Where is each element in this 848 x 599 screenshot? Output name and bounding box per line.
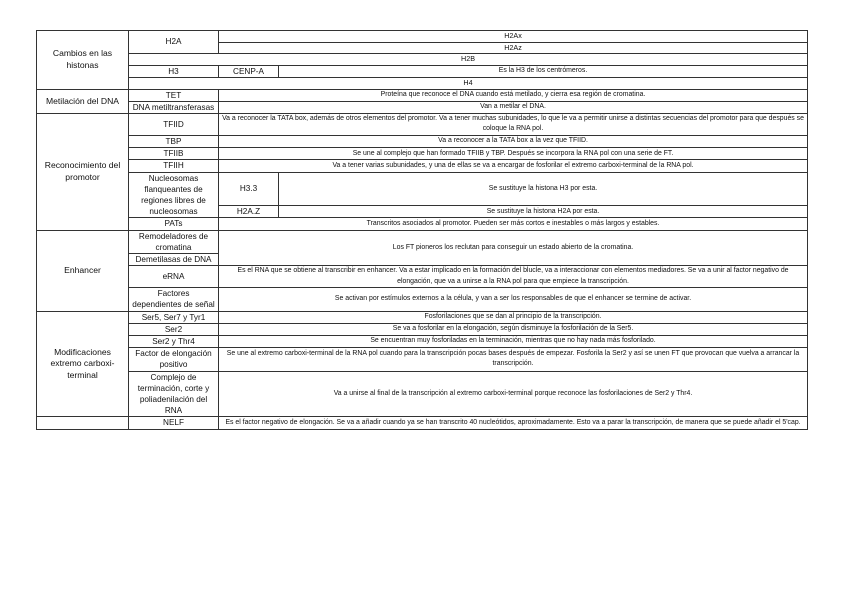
cell-h2az-desc: Se sustituye la histona H2A por esta. <box>279 206 808 218</box>
cell-factor-elongacion-desc: Se une al extremo carboxi-terminal de la RNA pol cuando para la transcripción pocas bases después de empezar. Fosforila la Ser2 y así se unen FT que provocan que vuelva a arrancar la transcripción. <box>219 348 808 371</box>
cell-erna-desc: Es el RNA que se obtiene al transcribir en enhancer. Va a estar implicado en la formación del blucle, va a interaccionar con elementos mediadores. Se va a unir al factor negativo de elongación, que va a unirse a la RNA pol para que empiece la transcripción. <box>219 266 808 288</box>
cell-ser5-desc: Fosforilaciones que se dan al principio de la transcripción. <box>219 311 808 323</box>
section-empty <box>37 417 129 429</box>
row-h2a: H2A <box>129 31 219 54</box>
table-row <box>37 371 808 417</box>
cell-tbp-desc: Va a reconocer a la TATA box a la vez que TFIID. <box>219 135 808 147</box>
row-demetilasas: Demetilasas de DNA <box>129 254 219 266</box>
cell-cenpa-desc: Es la H3 de los centrómeros. <box>279 65 808 77</box>
row-nucleosomas: Nucleosomas flanqueantes de regiones libres de nucleosomas <box>129 172 219 218</box>
table-row <box>37 323 808 335</box>
cell-pioneros-desc: Los FT pioneros los reclutan para conseguir un estado abierto de la cromatina. <box>219 230 808 266</box>
cell-pats-desc: Transcritos asociados al promotor. Pueden ser más cortos e inestables o más largos y estables. <box>219 218 808 230</box>
table-row <box>37 135 808 147</box>
row-dnmt: DNA metiltransferasas <box>129 101 219 113</box>
section-histonas: Cambios en las histonas <box>37 31 129 90</box>
cell-h2ax: H2Ax <box>219 31 808 43</box>
table-row <box>37 148 808 160</box>
row-tfiih: TFIIH <box>129 160 219 172</box>
cell-ser2-desc: Se va a fosforilar en la elongación, según disminuye la fosforilación de la Ser5. <box>219 323 808 335</box>
row-tfiid: TFIID <box>129 113 219 135</box>
cell-tfiib-desc: Se une al complejo que han formado TFIIB y TBP. Después se incorpora la RNA pol con una serie de FT. <box>219 148 808 160</box>
table-row <box>37 77 808 89</box>
section-metilacion: Metilación del DNA <box>37 89 129 113</box>
cell-dnmt-desc: Van a metilar el DNA. <box>219 101 808 113</box>
row-ser2-thr4: Ser2 y Thr4 <box>129 336 219 348</box>
cell-h33-desc: Se sustituye la histona H3 por esta. <box>279 172 808 206</box>
table-row <box>37 101 808 113</box>
table-row <box>37 54 808 66</box>
section-modificaciones: Modificaciones extremo carboxi-terminal <box>37 311 129 417</box>
table-row <box>37 417 808 429</box>
table-row <box>37 160 808 172</box>
cell-tfiid-desc: Va a reconocer la TATA box, además de otros elementos del promotor. Va a tener muchas subunidades, lo que le va a permitir unirse a distintas secuencias del promotor para que después se coloque la RNA pol. <box>219 113 808 135</box>
row-factores: Factores dependientes de señal <box>129 288 219 311</box>
table-row <box>37 348 808 371</box>
cell-tet-desc: Proteína que reconoce el DNA cuando está metilado, y cierra esa región de cromatina. <box>219 89 808 101</box>
cell-h2az: H2Az <box>219 42 808 54</box>
cell-h33: H3.3 <box>219 172 279 206</box>
cell-ser2-thr4-desc: Se encuentran muy fosforiladas en la terminación, mientras que no hay nada más fosforilado. <box>219 336 808 348</box>
table-row <box>37 266 808 288</box>
table-row <box>37 230 808 253</box>
section-enhancer: Enhancer <box>37 230 129 311</box>
row-remodeladores: Remodeladores de cromatina <box>129 230 219 253</box>
cell-h4: H4 <box>129 77 808 89</box>
table-row <box>37 89 808 101</box>
row-ser5: Ser5, Ser7 y Tyr1 <box>129 311 219 323</box>
cell-cenpa: CENP-A <box>219 65 279 77</box>
summary-table <box>36 30 808 430</box>
table-row <box>37 113 808 135</box>
cell-complejo-desc: Va a unirse al final de la transcripción al extremo carboxi-terminal porque reconoce las fosforilaciones de Ser2 y Thr4. <box>219 371 808 417</box>
table-row <box>37 336 808 348</box>
table-row <box>37 311 808 323</box>
section-reconocimiento: Reconocimiento del promotor <box>37 113 129 230</box>
row-tet: TET <box>129 89 219 101</box>
table-row <box>37 218 808 230</box>
cell-factores-desc: Se activan por estímulos externos a la célula, y van a ser los responsables de que el enhancer se termine de activar. <box>219 288 808 311</box>
row-erna: eRNA <box>129 266 219 288</box>
table-row <box>37 65 808 77</box>
cell-nelf-desc: Es el factor negativo de elongación. Se va a añadir cuando ya se han transcrito 40 nucleótidos, aproximadamente. Esto va a parar la transcripción, de manera que se puede añadir el 5'cap. <box>219 417 808 429</box>
row-tbp: TBP <box>129 135 219 147</box>
row-h3: H3 <box>129 65 219 77</box>
table-row <box>37 31 808 43</box>
cell-tfiih-desc: Va a tener varias subunidades, y una de ellas se va a encargar de fosforilar el extremo carboxi-terminal de la RNA pol. <box>219 160 808 172</box>
cell-h2b: H2B <box>129 54 808 66</box>
row-pats: PATs <box>129 218 219 230</box>
row-ser2: Ser2 <box>129 323 219 335</box>
table-row <box>37 288 808 311</box>
row-factor-elongacion: Factor de elongación positivo <box>129 348 219 371</box>
cell-h2az-variant: H2A.Z <box>219 206 279 218</box>
row-nelf: NELF <box>129 417 219 429</box>
row-complejo: Complejo de terminación, corte y poliadenilación del RNA <box>129 371 219 417</box>
row-tfiib: TFIIB <box>129 148 219 160</box>
